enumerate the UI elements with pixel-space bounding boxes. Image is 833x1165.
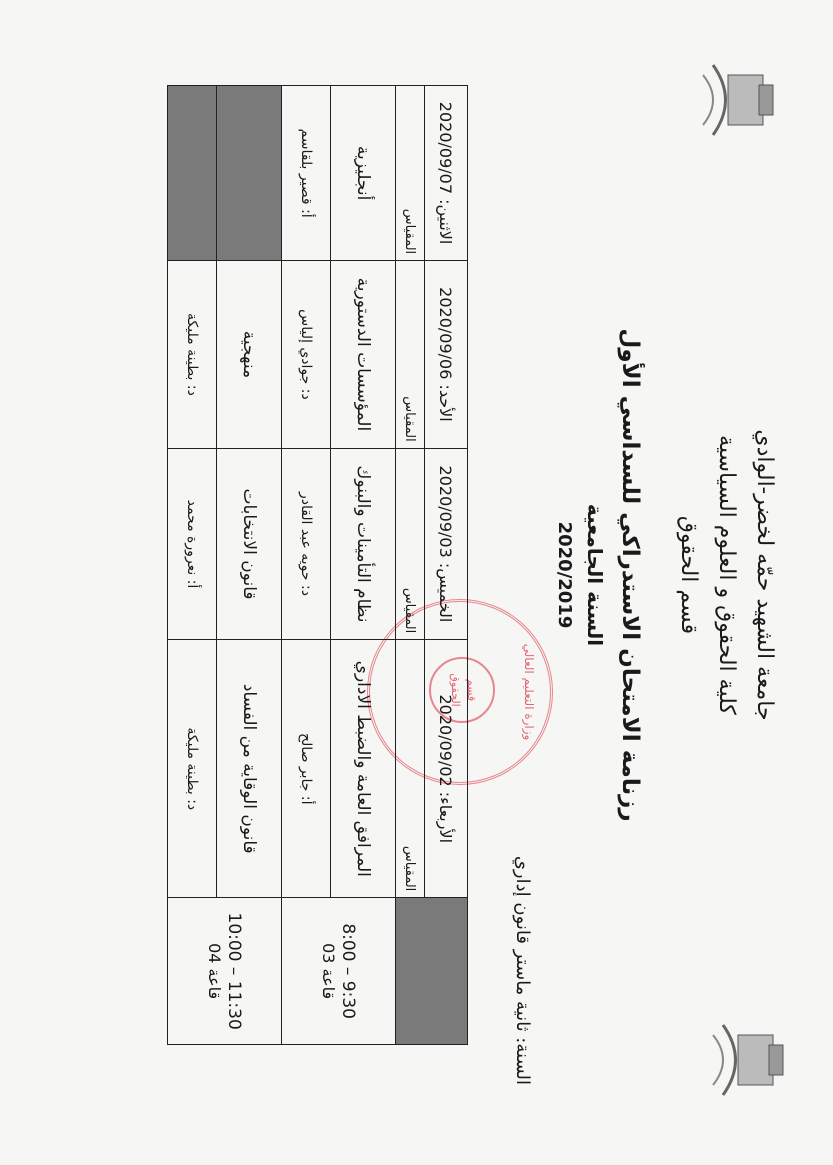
institution-header	[669, 385, 783, 765]
subject-cell: قانون الانتخابات	[217, 448, 282, 640]
university-name: جامعة الشهيد حمّه لخضر-الوادي	[752, 429, 777, 721]
exam-schedule-table	[167, 85, 468, 1045]
teacher-cell: د: حويه عبد القادر	[282, 448, 331, 640]
stamp-center-2: الحقوق	[449, 673, 462, 707]
subject-label: المقياس	[396, 86, 425, 261]
subject-label: المقياس	[396, 448, 425, 640]
subject-cell: المؤسسات الدستورية	[331, 261, 396, 449]
time-range: 8:00 – 9:30	[338, 923, 358, 1019]
faculty-name: كلية الحقوق و العلوم السياسية	[714, 435, 739, 715]
subject-cell: منهجية	[217, 261, 282, 449]
level-label: السنة: ثانية ماستر قانون إداري	[512, 855, 533, 1085]
teacher-cell: د: بطينة مليكة	[168, 640, 217, 898]
day-date-cell: الخميس: 2020/09/03	[425, 448, 468, 640]
document-title	[554, 315, 643, 835]
table-row-slot1-subject	[331, 86, 396, 1045]
academic-year: 2020/2019	[554, 521, 575, 629]
title-line-1: رزنامة الامتحان الاستدراكي للسداسي الأول	[617, 328, 643, 822]
table-row-dates	[425, 86, 468, 1045]
table-row-slot2-subject	[217, 86, 282, 1045]
day-date-cell: الأحد: 2020/09/06	[425, 261, 468, 449]
teacher-cell: د: جوادي إلياس	[282, 261, 331, 449]
time-slot-1	[282, 898, 396, 1045]
teacher-cell: أ: نعرورة محمد	[168, 448, 217, 640]
time-range: 10:00 – 11:30	[224, 912, 244, 1030]
day-date-cell: الاثنين: 2020/09/07	[425, 86, 468, 261]
teacher-cell: أ: قصير بلقاسم	[282, 86, 331, 261]
day-date-cell: الأربعاء: 2020/09/02	[425, 640, 468, 898]
subject-cell: قانون الوقاية من الفساد	[217, 640, 282, 898]
subject-cell: نظام التأمينات والبنوك	[331, 448, 396, 640]
empty-cell	[217, 86, 282, 261]
university-logo-right	[703, 1015, 803, 1105]
empty-cell	[168, 86, 217, 261]
stamp-center-1: قسم	[465, 678, 478, 702]
teacher-cell: أ: جابر صالح	[282, 640, 331, 898]
subject-cell: أنجليزية	[331, 86, 396, 261]
department-name: قسم الحقوق	[676, 515, 701, 635]
subject-label: المقياس	[396, 261, 425, 449]
subject-label: المقياس	[396, 640, 425, 898]
university-logo-left	[693, 55, 793, 145]
title-line-2: السنة الجامعية	[583, 503, 607, 647]
corner-cell	[396, 898, 468, 1045]
subject-cell: المرافق العامة والضبط الاداري	[331, 640, 396, 898]
room-label: قاعة 04	[205, 943, 224, 1000]
time-slot-2	[168, 898, 282, 1045]
teacher-cell: د: بطينة مليكة	[168, 261, 217, 449]
stamp-ring-text: وزارة التعليم العالي	[522, 643, 536, 741]
room-label: قاعة 03	[319, 943, 338, 1000]
